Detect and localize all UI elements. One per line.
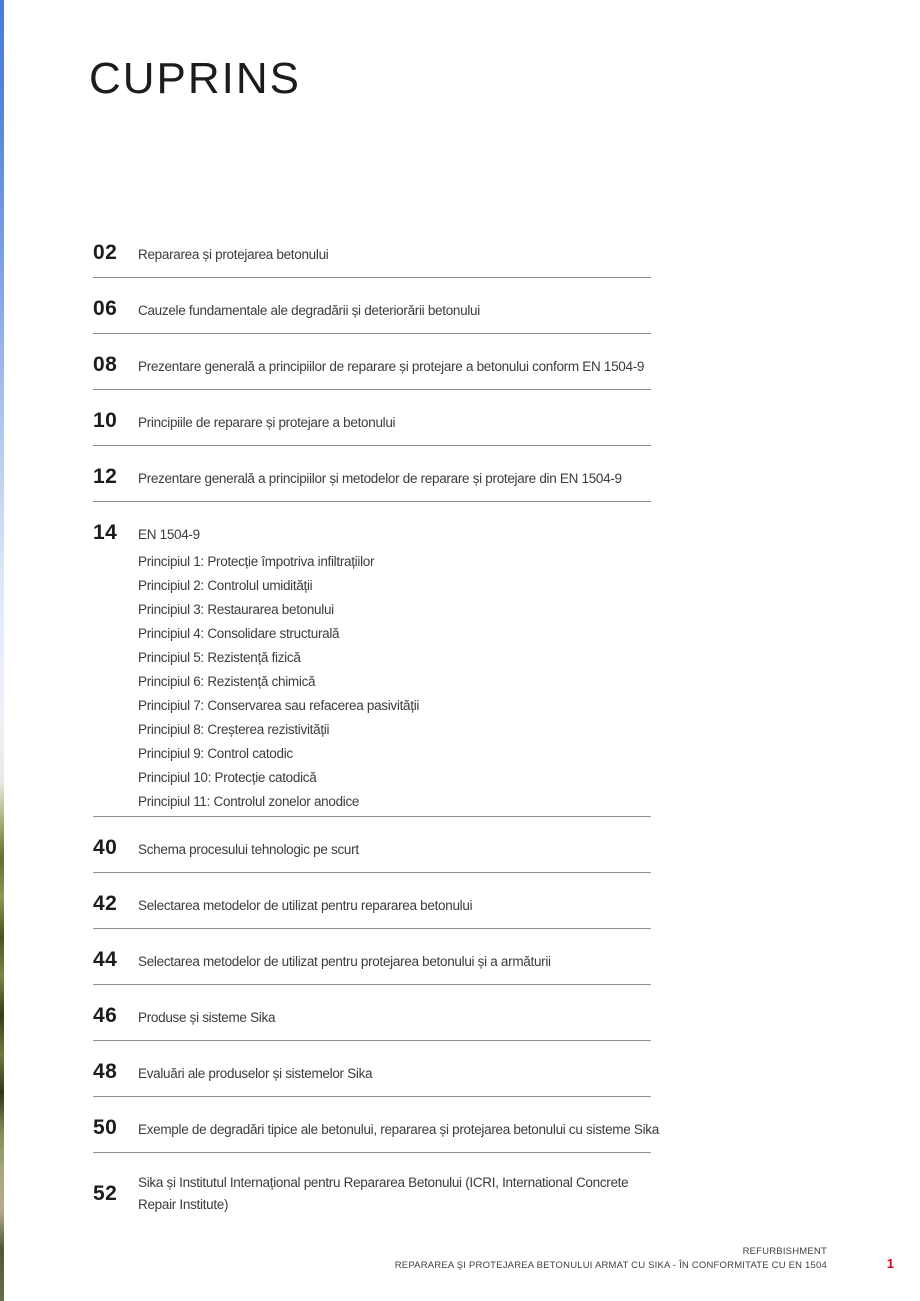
toc-entry[interactable] <box>93 278 651 334</box>
toc-entry-title: Prezentare generală a principiilor de reparare și protejare a betonului conform EN 1504-9 <box>138 359 645 374</box>
toc-entry-title: Selectarea metodelor de utilizat pentru protejarea betonului și a armăturii <box>138 954 551 969</box>
footer <box>395 1245 827 1272</box>
page-number: 1 <box>886 1256 894 1271</box>
toc-page-number: 12 <box>93 465 118 488</box>
toc-entry-title: Produse și sisteme Sika <box>138 1010 276 1025</box>
footer-line-2: REPARAREA ŞI PROTEJAREA BETONULUI ARMAT CU SIKA - ÎN CONFORMITATE CU EN 1504 <box>394 1259 827 1271</box>
page-title: CUPRINS <box>89 54 302 103</box>
toc-entry-body <box>138 243 651 267</box>
toc-entry-title: Prezentare generală a principiilor și metodelor de reparare și protejare din EN 1504-9 <box>138 471 622 486</box>
toc-entry-title: Evaluări ale produselor și sistemelor Sika <box>138 1066 373 1081</box>
toc-subitem: Principiul 5: Rezistență fizică <box>138 650 301 665</box>
toc-subitem: Principiul 10: Protecție catodică <box>138 770 317 785</box>
toc-page-number: 08 <box>93 353 118 376</box>
footer-line-1: REFURBISHMENT <box>742 1246 827 1257</box>
table-of-contents <box>93 222 659 1226</box>
toc-page-number: 06 <box>93 297 118 320</box>
toc-page-number: 48 <box>93 1060 118 1083</box>
toc-entry-body <box>138 1118 659 1142</box>
toc-entry[interactable] <box>93 1097 659 1153</box>
toc-page-number: 50 <box>93 1116 118 1139</box>
toc-entry-body <box>138 355 651 379</box>
toc-entry[interactable] <box>93 446 651 502</box>
toc-entry[interactable] <box>93 390 651 446</box>
toc-entry-body <box>138 411 651 435</box>
toc-subitem-list <box>138 550 651 814</box>
toc-subitem: Principiul 7: Conservarea sau refacerea pasivității <box>138 698 420 713</box>
toc-entry-body <box>138 894 651 918</box>
toc-entry-body <box>138 467 651 491</box>
toc-subitem: Principiul 2: Controlul umidității <box>138 578 313 593</box>
toc-subitem: Principiul 9: Control catodic <box>138 746 293 761</box>
toc-entry[interactable] <box>93 929 651 985</box>
toc-entry[interactable] <box>93 1041 651 1097</box>
toc-entry-title: Sika și Institutul Internațional pentru Repararea Betonului (ICRI, International Concrete Repair Institute) <box>138 1175 629 1212</box>
toc-entry-body <box>138 950 651 974</box>
toc-entry-title: Cauzele fundamentale ale degradării și deteriorării betonului <box>138 303 480 318</box>
toc-entry[interactable] <box>93 873 651 929</box>
toc-entry-title: Principiile de reparare și protejare a betonului <box>138 415 396 430</box>
toc-entry-title: Exemple de degradări tipice ale betonului, repararea și protejarea betonului cu sisteme Sika <box>138 1122 659 1137</box>
toc-entry-title: Selectarea metodelor de utilizat pentru repararea betonului <box>138 898 473 913</box>
toc-page-number: 02 <box>93 241 118 264</box>
left-photo-strip <box>0 0 4 1301</box>
toc-subitem: Principiul 8: Creșterea rezistivității <box>138 722 330 737</box>
toc-entry[interactable] <box>93 817 651 873</box>
toc-page-number: 46 <box>93 1004 118 1027</box>
toc-entry-body <box>138 299 651 323</box>
toc-entry-body <box>138 1006 651 1030</box>
toc-entry-title: Repararea și protejarea betonului <box>138 247 329 262</box>
toc-entry-body <box>138 523 651 814</box>
toc-entry-body <box>138 1062 651 1086</box>
toc-entry[interactable] <box>93 222 651 278</box>
toc-page-number: 14 <box>93 521 118 544</box>
toc-entry[interactable] <box>93 1153 651 1226</box>
toc-subitem: Principiul 6: Rezistență chimică <box>138 674 316 689</box>
toc-entry-body <box>138 1172 651 1216</box>
toc-entry-title: Schema procesului tehnologic pe scurt <box>138 842 359 857</box>
toc-entry-body <box>138 838 651 862</box>
toc-page-number: 10 <box>93 409 118 432</box>
toc-entry[interactable] <box>93 334 651 390</box>
toc-subitem: Principiul 3: Restaurarea betonului <box>138 602 334 617</box>
toc-subitem: Principiul 4: Consolidare structurală <box>138 626 340 641</box>
toc-subitem: Principiul 11: Controlul zonelor anodice <box>138 794 360 809</box>
toc-page-number: 44 <box>93 948 118 971</box>
toc-entry[interactable] <box>93 502 651 817</box>
toc-entry-title: EN 1504-9 <box>138 527 200 542</box>
toc-subitem: Principiul 1: Protecție împotriva infiltrațiilor <box>138 554 375 569</box>
toc-entry[interactable] <box>93 985 651 1041</box>
toc-page-number: 42 <box>93 892 118 915</box>
toc-page-number: 52 <box>93 1182 118 1205</box>
toc-page-number: 40 <box>93 836 118 859</box>
